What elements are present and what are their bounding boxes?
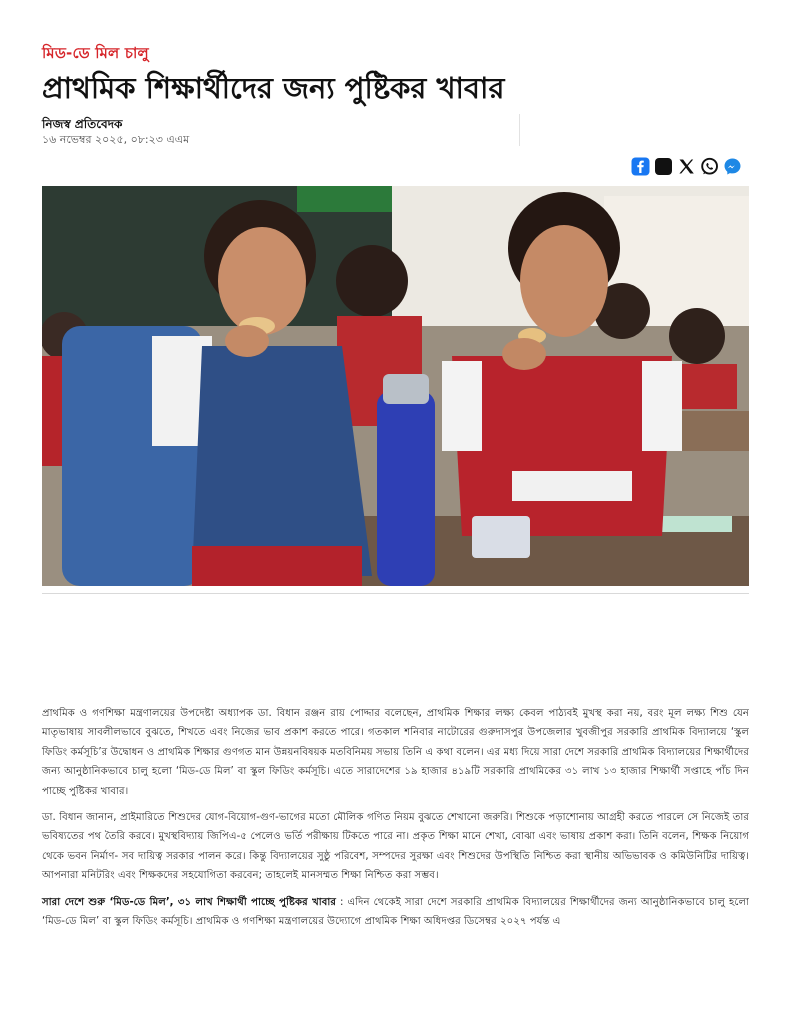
article-kicker[interactable]: মিড-ডে মিল চালু [42,44,149,62]
paragraph: প্রাথমিক ও গণশিক্ষা মন্ত্রণালয়ের উপদেষ্টা অধ্যাপক ডা. বিধান রঞ্জন রায় পোদ্দার বলেছেন, প্রাথমিক শিক্ষার লক্ষ্য কেবল পাঠ্যবই মুখস্থ করা নয়, বরং মূল লক্ষ্য শিশু যেন মাতৃভাষায় সাবলীলভাবে বুঝতে, শিখতে এবং নিজের ভাব প্রকাশ করতে পারে। গতকাল শনিবার নাটোরের গুরুদাসপুর উপজেলার খুবজীপুর সরকারি প্রাথমিক বিদ্যালয়ে ‘স্কুল ফিডিং কর্মসূচি’র উদ্বোধন ও প্রাথমিক শিক্ষার গুণগত মান উন্নয়নবিষয়ক মতবিনিময় সভায় তিনি এ কথা বলেন। এর মধ্য দিয়ে সারা দেশে সরকারি প্রাথমিক বিদ্যালয়ের শিক্ষার্থীদের জন্য আনুষ্ঠানিকভাবে চালু হলো ‘মিড-ডে মিল’ বা স্কুল ফিডিং কর্মসূচি। এতে সারাদেশের ১৯ হাজার ৪১৯টি সরকারি প্রাথমিকের ৩১ লাখ ১৩ হাজার শিক্ষার্থী সপ্তাহে পাঁচ দিন পাচ্ছে পুষ্টিকর খাবার। [42,708,749,797]
publish-date: ১৬ নভেম্বর ২০২৫, ০৮:২৩ এএম [42,133,190,146]
messenger-icon[interactable] [723,157,742,176]
x-icon[interactable] [677,157,696,176]
facebook-icon[interactable] [631,157,650,176]
square-icon[interactable] [654,157,673,176]
reporter-name: নিজস্ব প্রতিবেদক [42,117,123,131]
article-photo [42,186,749,586]
paragraph-text: : এদিন থেকেই সারা দেশে সরকারি প্রাথমিক বিদ্যালয়ের শিক্ষার্থীদের জন্য আনুষ্ঠানিকভাবে চালু হলো ‘মিড-ডে মিল’ বা স্কুল ফিডিং কর্মসূচি। প্রাথমিক ও গণশিক্ষা মন্ত্রণালয়ের উদ্যোগে প্রাথমিক শিক্ষা অধিদপ্তর ডিসেম্বর ২০২৭ পর্যন্ত এ [42,896,749,928]
paragraph: ডা. বিধান জানান, প্রাইমারিতে শিশুদের যোগ-বিয়োগ-গুণ-ভাগের মতো মৌলিক গণিত নিয়ম বুঝতে শেখানো জরুরি। শিশুকে পড়াশোনায় আগ্রহী করতে পারলে সে নিজেই তার ভবিষ্যতের পথ তৈরি করবে। মুখস্থবিদ্যায় জিপিএ-৫ পেলেও ভর্তি পরীক্ষায় টিকতে পারে না। প্রকৃত শিক্ষা মানে শেখা, বোঝা এবং ভাষায় প্রকাশ করা। তিনি বলেন, শিক্ষক নিয়োগ থেকে ভবন নির্মাণ- সব দায়িত্ব সরকার পালন করে। কিন্তু বিদ্যালয়ের সুষ্ঠু পরিবেশ, সম্পদের সুরক্ষা এবং শিশুদের উপস্থিতি নিশ্চিত করা স্থানীয় অভিভাবক ও কমিউনিটির দায়িত্ব। আপনারা মনিটরিং এবং শিক্ষকদের সহযোগিতা করবেন; তাহলেই মানসম্মত শিক্ষা নিশ্চিত করা সম্ভব। [42,812,749,882]
article-body [42,704,749,938]
subheading: সারা দেশে শুরু ‘মিড-ডে মিল’, ৩১ লাখ শিক্ষার্থী পাচ্ছে পুষ্টিকর খাবার [42,896,336,908]
paragraph [42,893,749,932]
meta-divider [519,114,520,146]
article-headline: প্রাথমিক শিক্ষার্থীদের জন্য পুষ্টিকর খাবার [42,71,505,105]
whatsapp-icon[interactable] [700,157,719,176]
share-bar [631,156,742,176]
photo-divider [42,593,749,594]
